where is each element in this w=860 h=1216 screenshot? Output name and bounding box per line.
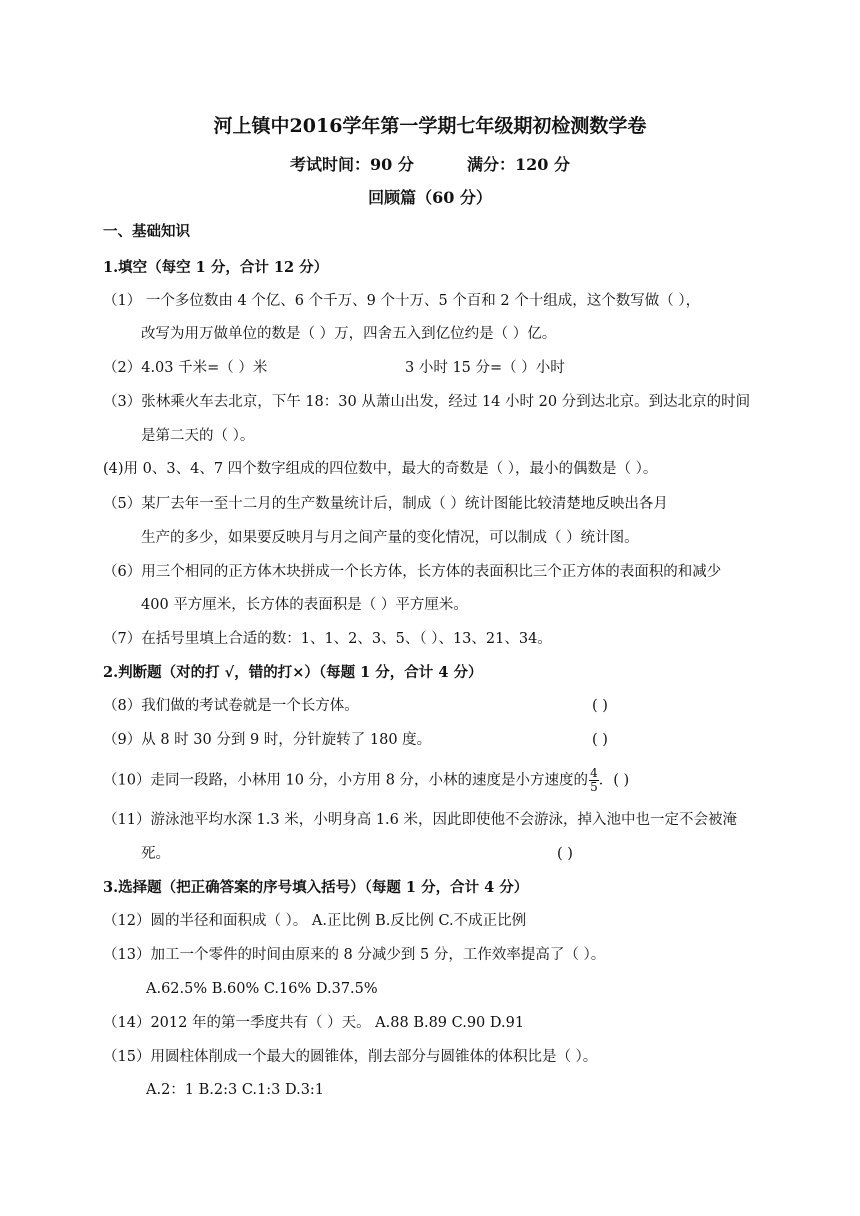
part-heading: 回顾篇（60 分） xyxy=(368,188,492,207)
question-8-answer-paren: ( ) xyxy=(592,698,608,714)
question-13: （13）加工一个零件的时间由原来的 8 分减少到 5 分，工作效率提高了（ ）。 xyxy=(103,947,606,963)
question-5-line-2: 生产的多少，如果要反映月与月之间产量的变化情况，可以制成（ ）统计图。 xyxy=(141,530,639,546)
judgement-heading: 2.判断题（对的打 √，错的打×）（每题 1 分，合计 4 分） xyxy=(103,664,483,681)
question-2-part-b: 3 小时 15 分=（ ）小时 xyxy=(405,360,565,376)
question-10-answer-paren: ．( ) xyxy=(598,772,630,789)
question-9-answer-paren: ( ) xyxy=(592,732,608,748)
choice-heading: 3.选择题（把正确答案的序号填入括号）（每题 1 分，合计 4 分） xyxy=(103,879,529,896)
question-11-line-1: （11）游泳池平均水深 1.3 米，小明身高 1.6 米，因此即使他不会游泳，掉入池中也一定不会被淹 xyxy=(103,812,738,828)
question-3-line-2: 是第二天的（ ）。 xyxy=(141,428,255,444)
question-8: （8）我们做的考试卷就是一个长方体。 xyxy=(103,698,359,714)
question-6-line-1: （6）用三个相同的正方体木块拼成一个长方体，长方体的表面积比三个正方体的表面积的和减少 xyxy=(103,564,722,580)
question-15: （15）用圆柱体削成一个最大的圆锥体，削去部分与圆锥体的体积比是（ ）。 xyxy=(103,1049,598,1065)
fraction-four-fifths xyxy=(589,767,599,794)
exam-full-score: 满分：120 分 xyxy=(467,155,570,174)
question-3-line-1: （3）张林乘火车去北京，下午 18：30 从萧山出发，经过 14 小时 20 分到达北京。到达北京的时间 xyxy=(103,394,751,410)
fraction-numerator: 4 xyxy=(590,766,598,780)
question-13-options: A.62.5% B.60% C.16% D.37.5% xyxy=(146,981,378,997)
question-6-line-2: 400 平方厘米，长方体的表面积是（ ）平方厘米。 xyxy=(141,597,468,613)
question-15-options: A.2：1 B.2:3 C.1:3 D.3:1 xyxy=(146,1082,325,1098)
exam-time: 考试时间：90 分 xyxy=(290,155,414,174)
question-4: (4)用 0、3、4、7 四个数字组成的四位数中，最大的奇数是（ ），最小的偶数是（ ）。 xyxy=(103,461,658,477)
question-10 xyxy=(103,767,629,794)
question-7: （7）在括号里填上合适的数：1、1、2、3、5、（ ）、13、21、34。 xyxy=(103,631,552,647)
question-14: （14）2012 年的第一季度共有（ ）天。 A.88 B.89 C.90 D.91 xyxy=(103,1015,525,1031)
question-11-line-2: 死。 xyxy=(141,846,170,862)
fill-blank-heading: 1.填空（每空 1 分，合计 12 分） xyxy=(103,259,329,276)
question-5-line-1: （5）某厂去年一至十二月的生产数量统计后，制成（ ）统计图能比较清楚地反映出各月 xyxy=(103,496,668,512)
question-10-text: （10）走同一段路，小林用 10 分，小方用 8 分，小林的速度是小方速度的 xyxy=(103,772,589,789)
fraction-denominator: 5 xyxy=(590,780,598,794)
question-11-answer-paren: ( ) xyxy=(557,846,573,862)
question-12: （12）圆的半径和面积成（ ）。 A.正比例 B.反比例 C.不成正比例 xyxy=(103,913,527,929)
question-9: （9）从 8 时 30 分到 9 时，分针旋转了 180 度。 xyxy=(103,732,432,748)
exam-meta xyxy=(0,155,860,175)
question-1-line-2: 改写为用万做单位的数是（ ）万，四舍五入到亿位约是（ ）亿。 xyxy=(141,326,557,342)
section-basic-heading: 一、基础知识 xyxy=(103,223,190,240)
exam-title: 河上镇中2016学年第一学期七年级期初检测数学卷 xyxy=(213,115,647,137)
question-1-line-1: （1） 一个多位数由 4 个亿、6 个千万、9 个十万、5 个百和 2 个十组成，这个数写做（ ）， xyxy=(103,293,701,309)
question-2-part-a: （2）4.03 千米=（ ）米 xyxy=(103,360,268,376)
